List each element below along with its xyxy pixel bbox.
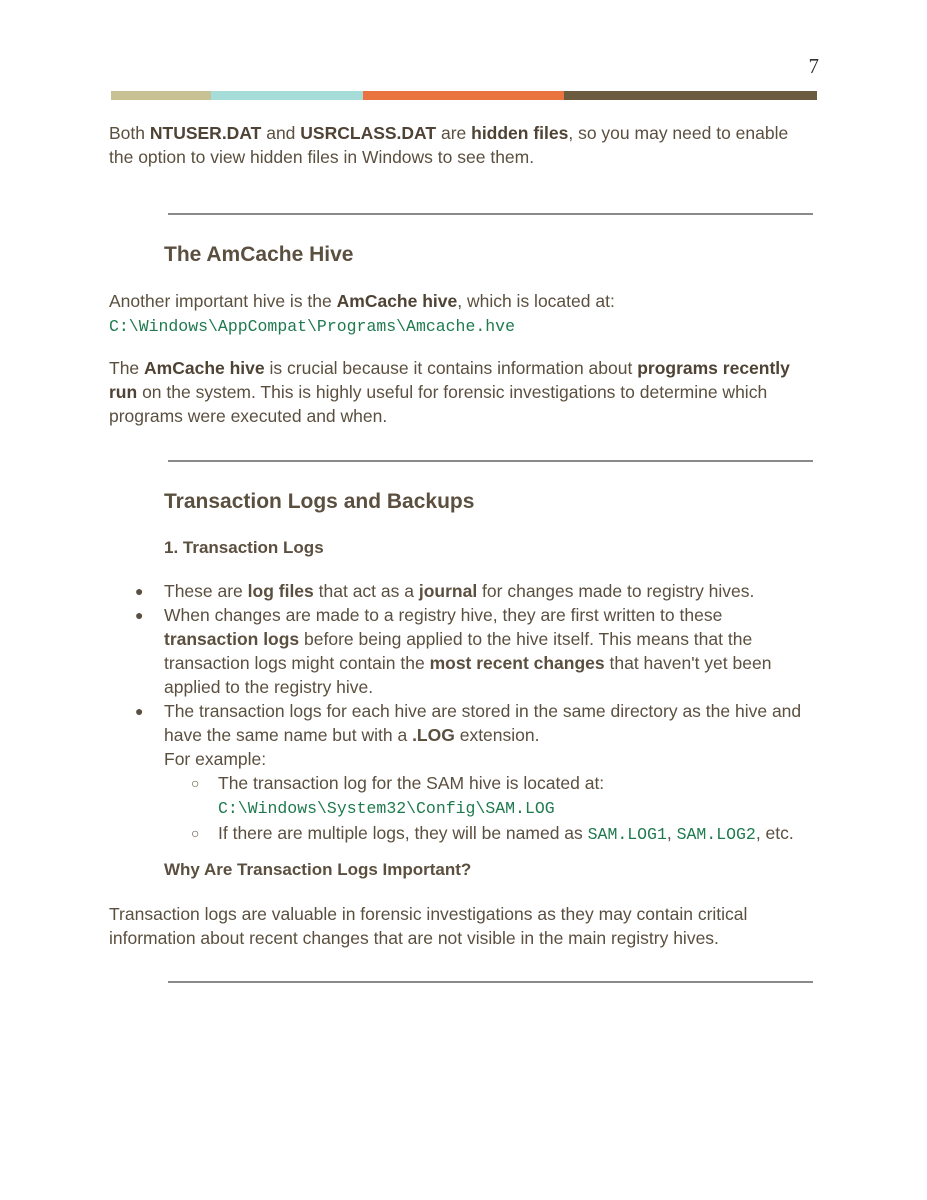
amcache-location-paragraph: Another important hive is the AmCache hive, which is located at: C:\Windows\AppCompat\Programs\Amcache.hve: [109, 291, 615, 336]
transaction-logs-list: [109, 579, 809, 847]
circle-bullet-icon: ○: [191, 825, 200, 841]
transaction-logs-heading: Transaction Logs and Backups: [164, 490, 475, 513]
list-item: ● When changes are made to a registry hive, they are first written to these transaction logs before being applied to the hive itself. This means that the transaction logs might contain the most recent changes that haven't yet been applied to the registry hive.: [135, 605, 772, 697]
bullet-icon: ●: [135, 583, 144, 599]
section-divider: [168, 981, 813, 983]
page-number: 7: [808, 54, 819, 78]
amcache-path: C:\Windows\AppCompat\Programs\Amcache.hve: [109, 317, 515, 336]
sublist-item: ○ If there are multiple logs, they will be named as SAM.LOG1, SAM.LOG2, etc.: [191, 823, 794, 844]
why-important-paragraph: Transaction logs are valuable in forensic investigations as they may contain critical information about recent changes that are not visible in the main registry hives.: [109, 904, 748, 948]
why-important-heading: Why Are Transaction Logs Important?: [164, 860, 472, 879]
amcache-description-paragraph: The AmCache hive is crucial because it contains information about programs recently run on the system. This is highly useful for forensic investigations to determine which programs were executed and when.: [109, 358, 790, 426]
sublist-item: ○ The transaction log for the SAM hive is located at: C:\Windows\System32\Config\SAM.LOG: [191, 773, 605, 818]
color-bar-segment: [564, 91, 817, 100]
section-divider: [168, 460, 813, 462]
amcache-heading: The AmCache Hive: [164, 243, 354, 266]
sam-log-path: C:\Windows\System32\Config\SAM.LOG: [218, 799, 555, 818]
list-item: ● The transaction logs for each hive are stored in the same directory as the hive and have the same name but with a .LOG extension. For example: ○ The transaction log for the SAM hive is located at: C:\Windows\System32\Config\SAM.LOG ○ If there are multiple logs, they will be named as SAM.LOG1, SAM.LOG2, etc.: [109, 699, 809, 847]
bullet-icon: ●: [135, 703, 144, 719]
color-bar-segment: [111, 91, 211, 100]
bullet-icon: ●: [135, 607, 144, 623]
circle-bullet-icon: ○: [191, 775, 200, 791]
transaction-logs-subheading: 1. Transaction Logs: [164, 538, 324, 557]
color-bar-segment: [363, 91, 564, 100]
color-bar-segment: [211, 91, 363, 100]
header-color-bar: [111, 91, 817, 100]
section-divider: [168, 213, 813, 215]
intro-paragraph: Both NTUSER.DAT and USRCLASS.DAT are hidden files, so you may need to enable the option to view hidden files in Windows to see them.: [109, 123, 789, 167]
example-sublist: [164, 771, 809, 847]
list-item: ● These are log files that act as a journal for changes made to registry hives.: [135, 581, 755, 601]
